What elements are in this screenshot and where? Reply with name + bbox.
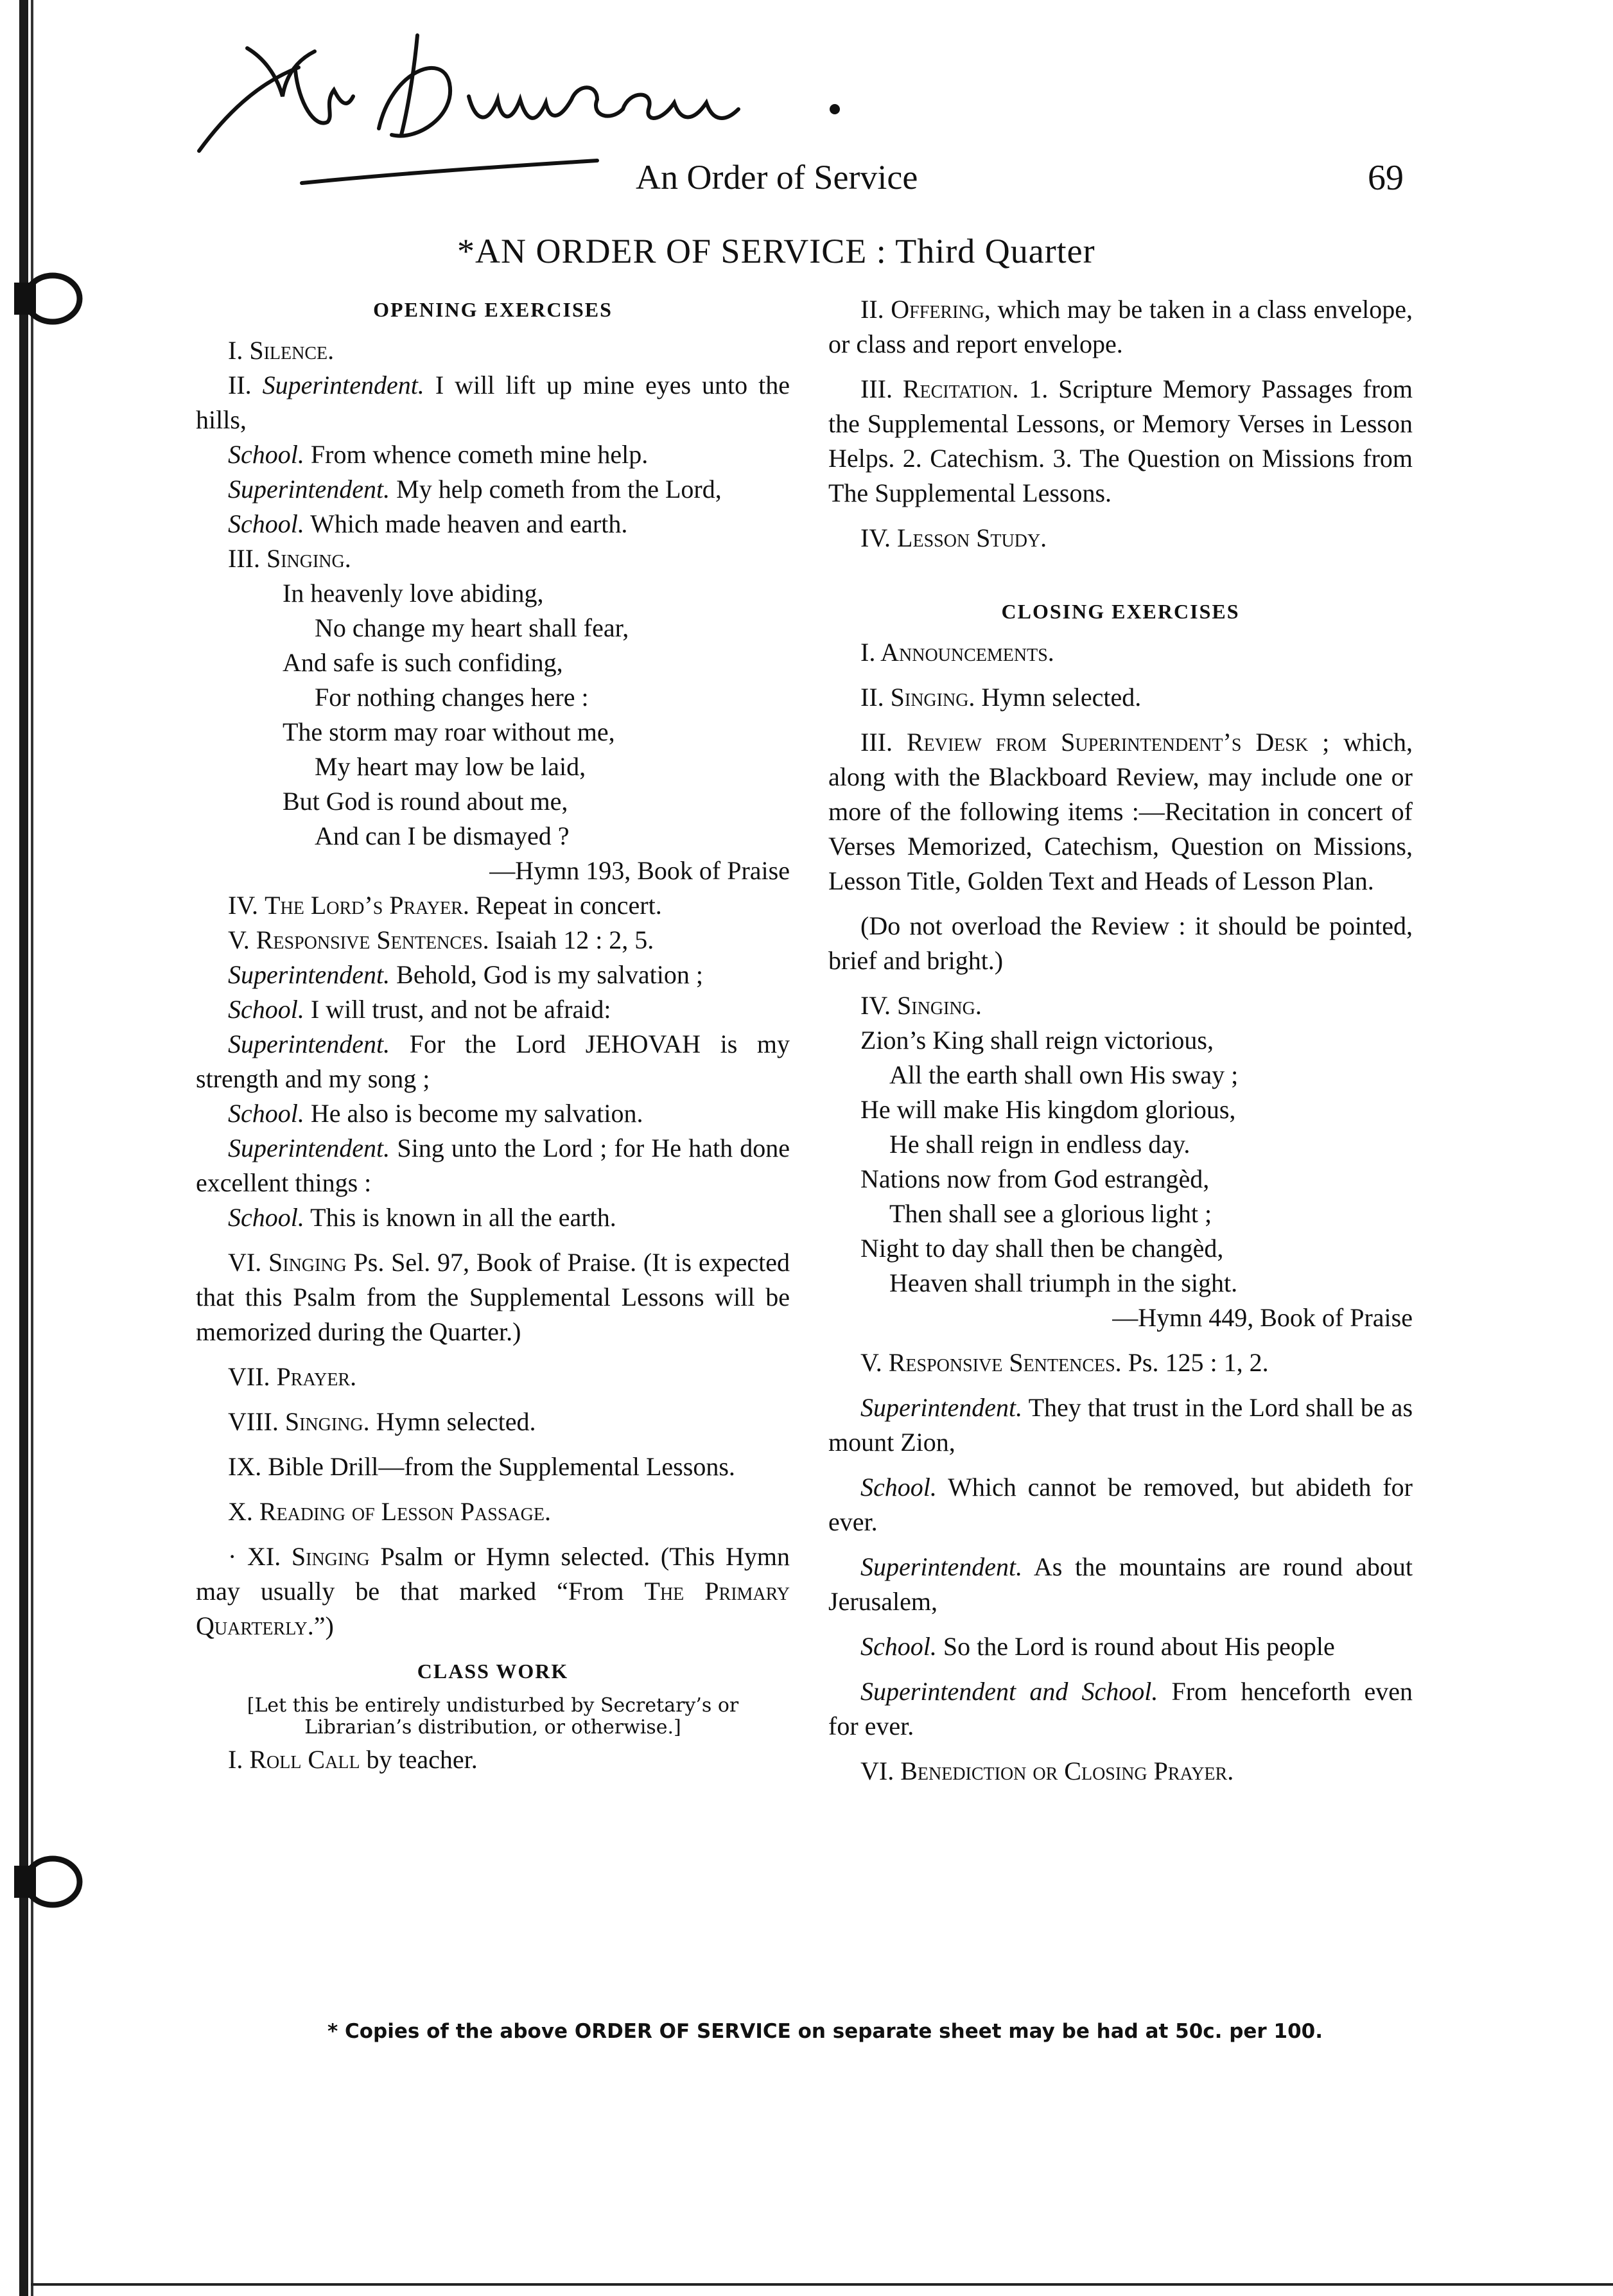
sentence: Ps. 125 : 1, 2. xyxy=(1128,1348,1269,1377)
hymn-line: The storm may roar without me, xyxy=(283,717,615,746)
offering-item xyxy=(828,292,1413,362)
sentence: My help cometh from the Lord, xyxy=(396,475,722,504)
hymn-line: Night to day shall then be changèd, xyxy=(860,1234,1224,1263)
response-line xyxy=(828,1470,1413,1539)
speaker: Superintendent. xyxy=(228,1030,390,1058)
speaker: School. xyxy=(228,509,304,538)
item-number: VIII. xyxy=(228,1407,279,1436)
sentence: Repeat in concert. xyxy=(475,891,662,920)
response-line xyxy=(828,1550,1413,1619)
hymn-attribution: —Hymn 193, Book of Praise xyxy=(489,856,790,885)
sentence: by teacher. xyxy=(366,1745,478,1774)
item-number: IV. xyxy=(228,891,259,920)
item-heading: Singing. xyxy=(284,1407,370,1436)
recitation-item xyxy=(828,372,1413,511)
sentence: So the Lord is round about His people xyxy=(943,1632,1335,1661)
sentence: From whence cometh mine help. xyxy=(310,440,649,469)
item-number: II. xyxy=(860,683,884,712)
hymn-line: All the earth shall own His sway ; xyxy=(889,1060,1239,1089)
right-column xyxy=(828,292,1413,1789)
silence-item: I. Silence. xyxy=(228,336,335,365)
speaker: Superintendent. xyxy=(860,1552,1023,1581)
sentence: As the mountains are round about Jerusalem, xyxy=(828,1552,1413,1616)
sentence: This is known in all the earth. xyxy=(310,1203,616,1232)
response-line xyxy=(196,472,790,507)
speaker: Superintendent. xyxy=(228,960,390,989)
item-viii xyxy=(196,1405,790,1439)
item-ix: IX. Bible Drill—from the Supplemental Lessons. xyxy=(228,1452,735,1481)
sentence: He also is become my salvation. xyxy=(310,1099,643,1128)
punch-hole-top xyxy=(14,270,91,328)
item-heading: Responsive Sentences. xyxy=(888,1348,1122,1377)
speaker: Superintendent. xyxy=(860,1393,1023,1422)
announcements-item: I. Announcements. xyxy=(860,638,1054,667)
speaker: Superintendent. xyxy=(228,1134,390,1162)
sentence: Which cannot be removed, but abideth for ever. xyxy=(828,1473,1413,1536)
hymn-line: Nations now from God estrangèd, xyxy=(860,1164,1210,1193)
sentence: Which made heaven and earth. xyxy=(310,509,628,538)
sentence: I will lift up mine eyes unto the hills, xyxy=(196,371,790,434)
hymn-line: And can I be dismayed ? xyxy=(315,821,570,850)
response-line xyxy=(828,1629,1413,1664)
quarterly-title: The Primary Quarterly xyxy=(196,1577,790,1640)
speaker: Superintendent. xyxy=(228,475,390,504)
sentence: Behold, God is my salvation ; xyxy=(396,960,703,989)
page-number: 69 xyxy=(1368,158,1404,198)
opening-exercises-heading: OPENING EXERCISES xyxy=(373,298,613,321)
item-heading: Singing xyxy=(268,1248,347,1277)
response-line xyxy=(828,1674,1413,1744)
hymn-line: In heavenly love abiding, xyxy=(283,579,544,608)
responsive-item xyxy=(828,1345,1413,1380)
response-line xyxy=(196,1027,790,1096)
speaker: School. xyxy=(860,1473,937,1502)
item-number: III. xyxy=(860,374,893,403)
response-line xyxy=(196,1131,790,1200)
item-heading: Offering, xyxy=(891,295,991,324)
item-heading: Singing. xyxy=(890,683,975,712)
speaker: School. xyxy=(228,1203,304,1232)
item-number: VI. xyxy=(228,1248,262,1277)
hymn-line: He shall reign in endless day. xyxy=(889,1130,1190,1159)
hymn-line: Heaven shall triumph in the sight. xyxy=(889,1268,1238,1297)
hymn-line: And safe is such confiding, xyxy=(283,648,563,677)
sentence-end: .”) xyxy=(307,1611,334,1640)
item-number: I. xyxy=(228,1745,243,1774)
sentence: From henceforth even for ever. xyxy=(828,1677,1413,1740)
speaker: School. xyxy=(228,995,304,1024)
review-item xyxy=(828,725,1413,898)
sentence: They that trust in the Lord shall be as mount Zion, xyxy=(828,1393,1413,1457)
left-column xyxy=(196,292,790,1777)
item-v xyxy=(196,923,790,958)
punch-hole-bottom xyxy=(14,1853,91,1911)
singing-heading: IV. Singing. xyxy=(860,991,982,1020)
response-line xyxy=(196,1096,790,1131)
sentence: For the Lord JEHOVAH is my strength and my song ; xyxy=(196,1030,790,1093)
hymn-line: No change my heart shall fear, xyxy=(315,613,629,642)
singing-heading: III. Singing. xyxy=(228,544,351,573)
class-work-heading: CLASS WORK xyxy=(417,1660,569,1683)
page-title: *AN ORDER OF SERVICE : Third Quarter xyxy=(457,232,1095,270)
hymn-line: Then shall see a glorious light ; xyxy=(889,1199,1212,1228)
item-heading: Roll Call xyxy=(249,1745,360,1774)
sentence: Sing unto the Lord ; for He hath done excellent things : xyxy=(196,1134,790,1197)
item-number: II. xyxy=(860,295,884,324)
item-number: V. xyxy=(860,1348,882,1377)
item-x: X. Reading of Lesson Passage. xyxy=(228,1497,551,1526)
speaker: School. xyxy=(860,1632,937,1661)
item-heading: Responsive Sentences. xyxy=(256,925,489,954)
hymn-attribution: —Hymn 449, Book of Praise xyxy=(1112,1303,1413,1332)
lesson-study-item: IV. Lesson Study. xyxy=(860,523,1047,552)
sentence: 1. Scripture Memory Passages from the Supplemental Lessons, or Memory Verses in Lesson Helps. 2. Catechism. 3. The Question on Missions from The Supplemental Lessons. xyxy=(828,374,1413,507)
sentence: I will trust, and not be afraid: xyxy=(310,995,611,1024)
item-vii: VII. Prayer. xyxy=(228,1362,357,1391)
binding-edge xyxy=(19,0,28,2296)
hymn-line: Zion’s King shall reign victorious, xyxy=(860,1026,1214,1055)
response-line xyxy=(196,992,790,1027)
speaker: School. xyxy=(228,440,304,469)
item-number: V. xyxy=(228,925,250,954)
sentence: Hymn selected. xyxy=(981,683,1142,712)
item-heading: Recitation. xyxy=(902,374,1019,403)
response-line xyxy=(196,958,790,992)
class-work-note: [Let this be entirely undisturbed by Secretary’s or Librarian’s distribution, or otherwise.] xyxy=(247,1694,739,1739)
item-number: II. xyxy=(228,371,252,399)
item-heading: The Lord’s Prayer. xyxy=(265,891,469,920)
sentence: Isaiah 12 : 2, 5. xyxy=(495,925,654,954)
sentence: Ps. Sel. 97, Book of Praise. (It is expected that this Psalm from the Supplemental Lessons will be memorized during the Quarter.) xyxy=(196,1248,790,1346)
speaker: School. xyxy=(228,1099,304,1128)
hymn-line: My heart may low be laid, xyxy=(315,752,586,781)
item-number: III. xyxy=(860,728,893,757)
sentence: Psalm or Hymn selected. (This Hymn may usually be that marked “From xyxy=(196,1542,790,1606)
item-xi xyxy=(196,1539,790,1643)
running-head: An Order of Service xyxy=(636,158,918,197)
closing-exercises-heading: CLOSING EXERCISES xyxy=(1001,600,1240,623)
binding-edge-inner xyxy=(31,0,33,2296)
response-line xyxy=(828,1390,1413,1460)
response-line xyxy=(196,507,790,541)
sentence: Hymn selected. xyxy=(376,1407,536,1436)
item-number: · XI. xyxy=(228,1542,281,1571)
sentence: which may be taken in a class envelope, or class and report envelope. xyxy=(828,295,1413,358)
roll-call-item xyxy=(196,1742,790,1777)
footnote: * Copies of the above ORDER OF SERVICE on separate sheet may be had at 50c. per 100. xyxy=(327,2020,1323,2043)
benediction-item: VI. Benediction or Closing Prayer. xyxy=(860,1757,1234,1785)
item-ii xyxy=(196,368,790,437)
speaker: Superintendent. xyxy=(262,371,424,399)
response-line xyxy=(196,1200,790,1235)
item-iv xyxy=(196,888,790,923)
speaker: Superintendent and School. xyxy=(860,1677,1158,1706)
review-note: (Do not overload the Review : it should be pointed, brief and bright.) xyxy=(828,911,1413,975)
closing-singing-item xyxy=(828,680,1413,715)
hymn-line: But God is round about me, xyxy=(283,787,568,816)
item-vi xyxy=(196,1245,790,1349)
hymn-line: He will make His kingdom glorious, xyxy=(860,1095,1236,1124)
sentence: which, along with the Blackboard Review, may include one or more of the following items :—Recitation in concert of Verses Memorized, Catechism, Question on Missions, Lesson Title, Golden Text and Heads of Lesson Plan. xyxy=(828,728,1413,895)
item-heading: Review from Superintendent’s Desk ; xyxy=(906,728,1330,757)
item-heading: Singing xyxy=(291,1542,370,1571)
hymn-line: For nothing changes here : xyxy=(315,683,589,712)
response-line xyxy=(196,437,790,472)
bottom-rule xyxy=(31,2283,1613,2286)
